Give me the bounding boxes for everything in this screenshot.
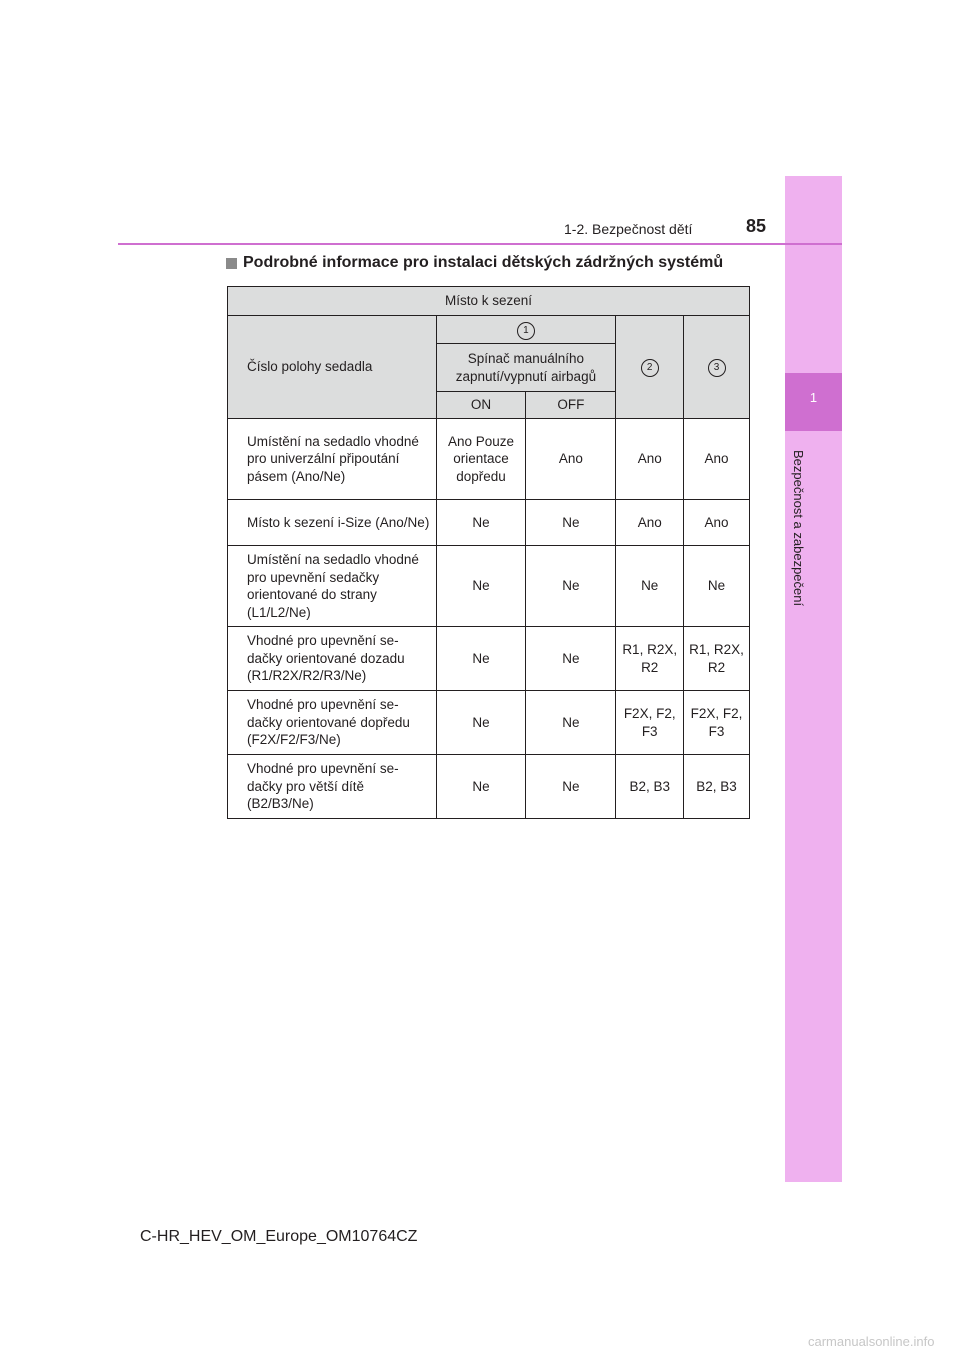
- header-divider: [118, 243, 842, 245]
- square-bullet-icon: [226, 258, 237, 269]
- table-title: Místo k sezení: [228, 287, 750, 316]
- cell: Ano: [684, 500, 750, 546]
- cell: R1, R2X, R2: [684, 627, 750, 691]
- cell: Ano: [616, 500, 684, 546]
- table-row: [228, 755, 750, 819]
- position-3-icon: 3: [708, 359, 726, 377]
- table-row: [228, 419, 750, 500]
- site-watermark: carmanualsonline.info: [808, 1334, 935, 1349]
- cell: Ne: [616, 546, 684, 627]
- position-label: Číslo polohy sedadla: [228, 316, 437, 419]
- chapter-number: 1: [809, 390, 818, 405]
- cell: Ano: [526, 419, 616, 500]
- cell: F2X, F2, F3: [684, 691, 750, 755]
- cell: Ano: [616, 419, 684, 500]
- position-1-icon: 1: [517, 322, 535, 340]
- row-label: Místo k sezení i-Size (Ano/Ne): [228, 500, 437, 546]
- row-label: Vhodné pro upevnění se-dačky orientované dopředu (F2X/F2/F3/Ne): [228, 691, 437, 755]
- switch-off-header: OFF: [526, 392, 616, 419]
- table-row: [228, 546, 750, 627]
- chapter-side-tab: [785, 176, 842, 1182]
- cell: Ne: [436, 500, 526, 546]
- cell: F2X, F2, F3: [616, 691, 684, 755]
- position-3-header: [684, 316, 750, 419]
- section-heading: [226, 254, 723, 272]
- row-label: Vhodné pro upevnění se-dačky orientované dozadu (R1/R2X/R2/R3/Ne): [228, 627, 437, 691]
- table-row: [228, 691, 750, 755]
- page-number: 85: [746, 216, 767, 236]
- cell: Ne: [526, 691, 616, 755]
- switch-on-header: ON: [436, 392, 526, 419]
- cell: Ne: [436, 627, 526, 691]
- airbag-switch-header: Spínač manuálního zapnutí/vypnutí airbagů: [436, 344, 616, 392]
- row-label: Vhodné pro upevnění se-dačky pro větší dítě (B2/B3/Ne): [228, 755, 437, 819]
- table-row: [228, 500, 750, 546]
- cell: Ano Pouze orientace dopředu: [436, 419, 526, 500]
- child-seat-table: [227, 286, 750, 819]
- position-2-header: [616, 316, 684, 419]
- cell: Ne: [526, 627, 616, 691]
- cell: Ne: [436, 546, 526, 627]
- chapter-label: Bezpečnost a zabezpečení: [791, 449, 806, 607]
- cell: B2, B3: [616, 755, 684, 819]
- row-label: Umístění na sedadlo vhodné pro upevnění sedačky orientované do strany (L1/L2/Ne): [228, 546, 437, 627]
- cell: Ne: [436, 755, 526, 819]
- cell: R1, R2X, R2: [616, 627, 684, 691]
- cell: B2, B3: [684, 755, 750, 819]
- section-title: 1-2. Bezpečnost dětí: [564, 221, 693, 237]
- cell: Ano: [684, 419, 750, 500]
- document-code: C-HR_HEV_OM_Europe_OM10764CZ: [140, 1228, 418, 1245]
- heading-text: Podrobné informace pro instalaci dětských zádržných systémů: [243, 254, 724, 271]
- row-label: Umístění na sedadlo vhodné pro univerzální připoutání pásem (Ano/Ne): [228, 419, 437, 500]
- table-row: [228, 627, 750, 691]
- cell: Ne: [684, 546, 750, 627]
- position-1-header: [436, 316, 616, 344]
- cell: Ne: [526, 755, 616, 819]
- position-2-icon: 2: [641, 359, 659, 377]
- cell: Ne: [526, 546, 616, 627]
- cell: Ne: [436, 691, 526, 755]
- cell: Ne: [526, 500, 616, 546]
